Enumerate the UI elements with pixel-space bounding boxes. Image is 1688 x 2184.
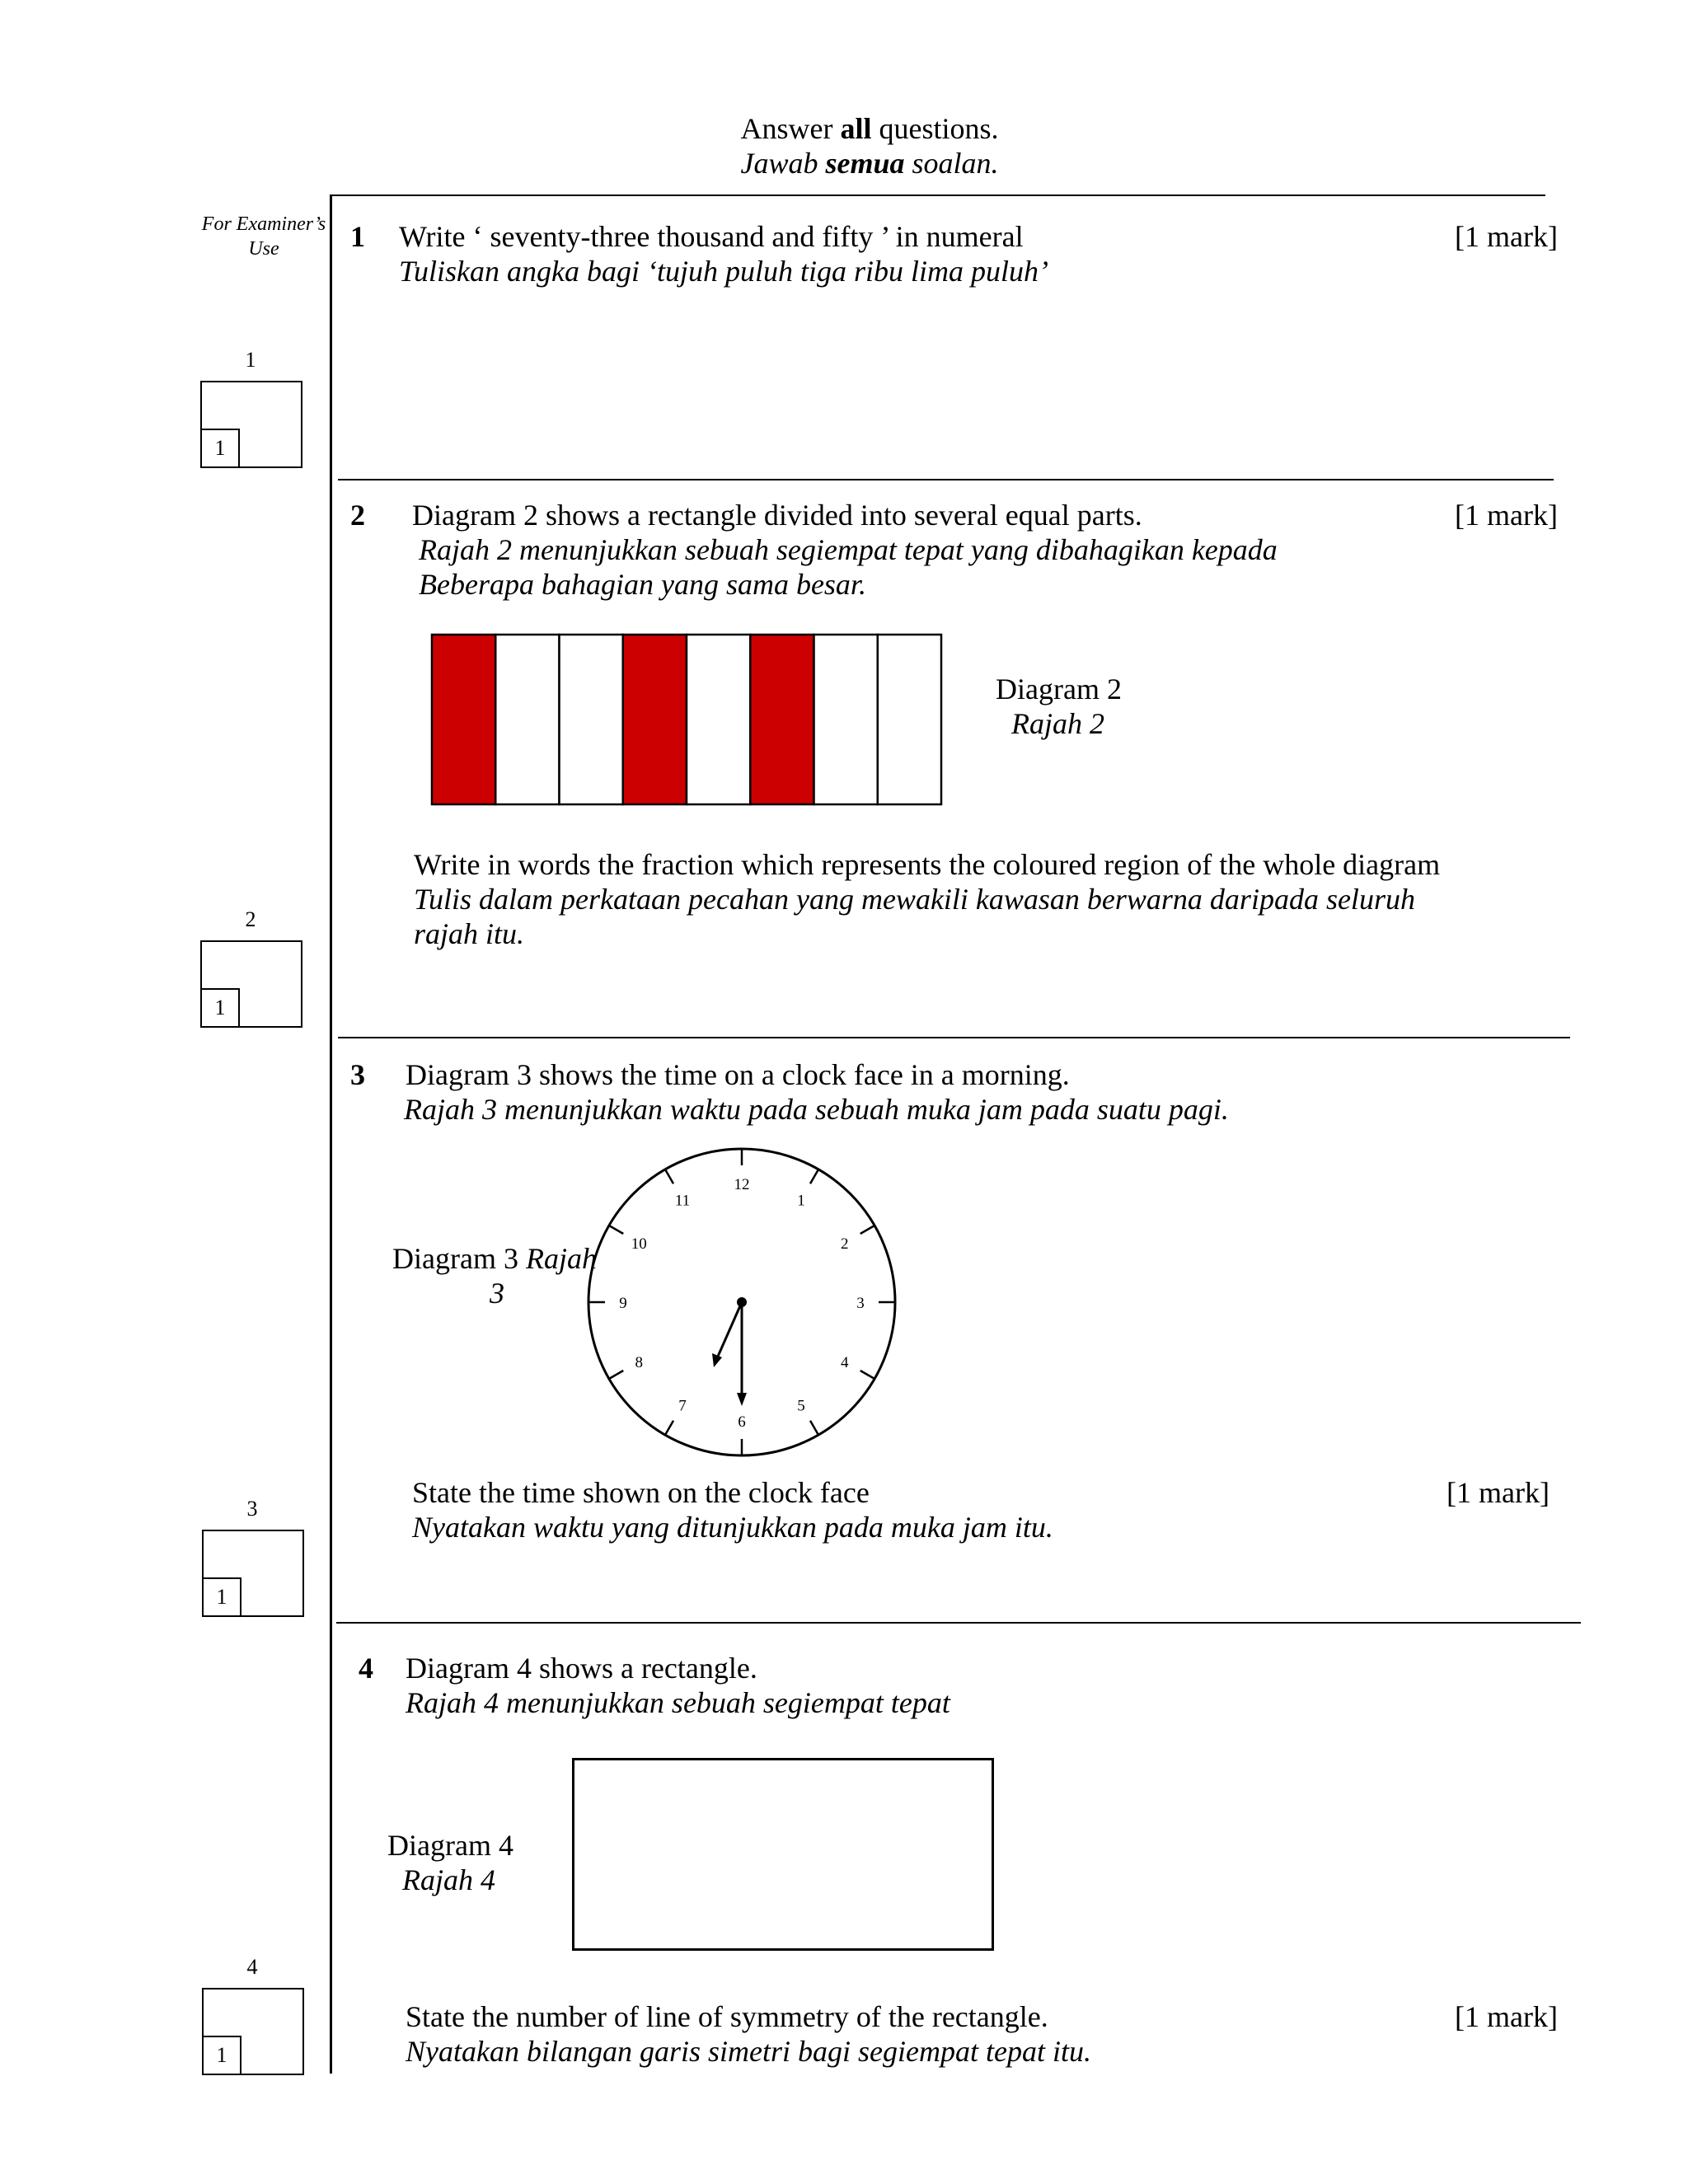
examiner-label-line1: For Examiner’s [201, 213, 326, 235]
score-box-number-2: 2 [245, 907, 256, 931]
instruction-english [0, 111, 1688, 146]
q3-text-english: Diagram 3 shows the time on a clock face in a morning. [406, 1058, 1070, 1091]
q2-strip-5 [687, 635, 750, 804]
q4-question-malay: Nyatakan bilangan garis simetri bagi segiempat tepat itu. [406, 2035, 1091, 2068]
q2-diagram-label-english: Diagram 2 [996, 673, 1122, 705]
score-box-3-mark: 1 [202, 1577, 241, 1617]
clock-tick-1 [810, 1169, 818, 1183]
q2-mark: [1 mark] [1455, 499, 1558, 532]
examiner-column-divider [330, 194, 332, 2074]
q2-strip-7 [814, 635, 878, 804]
q2-question-english: Write in words the fraction which represents the coloured region of the whole diagram [414, 848, 1441, 881]
clock-tick-8 [609, 1371, 623, 1379]
score-box-4[interactable] [202, 1988, 304, 2075]
q2-text-english: Diagram 2 shows a rectangle divided into several equal parts. [412, 499, 1142, 532]
q3-diagram-label-english: Diagram 3 [392, 1242, 526, 1275]
q2-question-malay-line2: rajah itu. [414, 917, 525, 950]
examiner-label [190, 212, 338, 261]
score-box-2[interactable] [200, 940, 302, 1028]
q1-mark: [1 mark] [1455, 220, 1558, 253]
header-divider [330, 194, 1545, 196]
q2-number: 2 [350, 499, 365, 532]
clock-center [737, 1297, 747, 1307]
q2-text-malay-line2: Beberapa bahagian yang sama besar. [419, 568, 866, 601]
q3-clock-face [577, 1137, 907, 1467]
q4-text-english: Diagram 4 shows a rectangle. [406, 1652, 757, 1685]
q3-question-english: State the time shown on the clock face [412, 1476, 870, 1509]
q1-text-malay: Tuliskan angka bagi ‘tujuh puluh tiga ribu lima puluh’ [399, 255, 1049, 288]
clock-number-6: 6 [738, 1413, 746, 1431]
q4-number: 4 [359, 1652, 373, 1685]
clock-tick-4 [860, 1371, 874, 1379]
q3-number: 3 [350, 1058, 365, 1091]
clock-tick-2 [860, 1226, 874, 1234]
clock-number-2: 2 [840, 1235, 849, 1253]
divider-q2-q3 [338, 1037, 1570, 1038]
divider-q1-q2 [338, 479, 1554, 480]
clock-number-12: 12 [734, 1176, 750, 1193]
q2-strip-1 [432, 635, 495, 804]
clock-minute-hand-arrow [737, 1393, 747, 1406]
q2-strip-8 [878, 635, 941, 804]
q4-text-malay: Rajah 4 menunjukkan sebuah segiempat tepat [406, 1686, 950, 1719]
clock-number-9: 9 [619, 1295, 627, 1312]
score-box-2-mark: 1 [200, 988, 240, 1028]
q2-strip-2 [495, 635, 559, 804]
q3-mark: [1 mark] [1447, 1476, 1550, 1509]
clock-tick-10 [609, 1226, 623, 1234]
clock-number-1: 1 [797, 1192, 805, 1210]
clock-tick-11 [665, 1169, 673, 1183]
q3-diagram-label [392, 1241, 597, 1276]
clock-tick-5 [810, 1421, 818, 1435]
clock-number-5: 5 [797, 1397, 805, 1415]
clock-number-4: 4 [840, 1354, 849, 1371]
score-box-number-4: 4 [246, 1955, 258, 1979]
q2-text-malay-line1: Rajah 2 menunjukkan sebuah segiempat tepat yang dibahagikan kepada [419, 533, 1278, 566]
q2-strip-diagram [430, 633, 943, 806]
clock-number-3: 3 [856, 1295, 865, 1312]
clock-hour-hand [717, 1302, 742, 1358]
clock-tick-7 [665, 1421, 673, 1435]
q4-rectangle [572, 1758, 994, 1951]
score-box-1-mark: 1 [200, 429, 240, 468]
q1-text-english: Write ‘ seventy-three thousand and fifty ’ in numeral [399, 220, 1024, 253]
q4-question-english: State the number of line of symmetry of the rectangle. [406, 2000, 1048, 2033]
q4-diagram-label-malay: Rajah 4 [402, 1863, 495, 1896]
clock-number-11: 11 [674, 1192, 691, 1210]
q2-diagram-label-malay: Rajah 2 [1011, 707, 1104, 740]
q3-diagram-label-malay-part1: Rajah [525, 1242, 597, 1275]
clock-number-7: 7 [678, 1397, 687, 1415]
score-box-4-mark: 1 [202, 2036, 241, 2075]
instruction-malay-pre: Jawab [740, 147, 826, 180]
clock-number-10: 10 [631, 1235, 647, 1253]
q3-question-malay: Nyatakan waktu yang ditunjukkan pada muka jam itu. [412, 1511, 1053, 1544]
q3-diagram-label-malay-part2: 3 [490, 1277, 504, 1310]
instruction-english-post: questions. [871, 112, 999, 145]
clock-hour-hand-arrow [712, 1353, 722, 1367]
divider-q3-q4 [336, 1622, 1581, 1624]
q4-diagram-label-english: Diagram 4 [387, 1829, 513, 1862]
instruction-english-bold: all [840, 112, 872, 145]
q4-mark: [1 mark] [1455, 2000, 1558, 2033]
examiner-label-line2: Use [248, 238, 279, 260]
score-box-1[interactable] [200, 381, 302, 468]
q2-question-malay-line1: Tulis dalam perkataan pecahan yang mewakili kawasan berwarna daripada seluruh [414, 883, 1415, 916]
clock-number-8: 8 [635, 1354, 644, 1371]
instruction-malay-bold: semua [825, 147, 905, 180]
q2-strip-3 [560, 635, 623, 804]
instruction-malay [0, 146, 1688, 180]
score-box-number-3: 3 [246, 1497, 258, 1521]
instruction-malay-post: soalan. [904, 147, 999, 180]
instruction-english-pre: Answer [740, 112, 841, 145]
score-box-3[interactable] [202, 1530, 304, 1617]
q2-strip-4 [623, 635, 687, 804]
q2-strip-6 [750, 635, 814, 804]
score-box-number-1: 1 [245, 348, 256, 372]
q3-text-malay: Rajah 3 menunjukkan waktu pada sebuah muka jam pada suatu pagi. [404, 1093, 1229, 1126]
q1-number: 1 [350, 220, 365, 253]
